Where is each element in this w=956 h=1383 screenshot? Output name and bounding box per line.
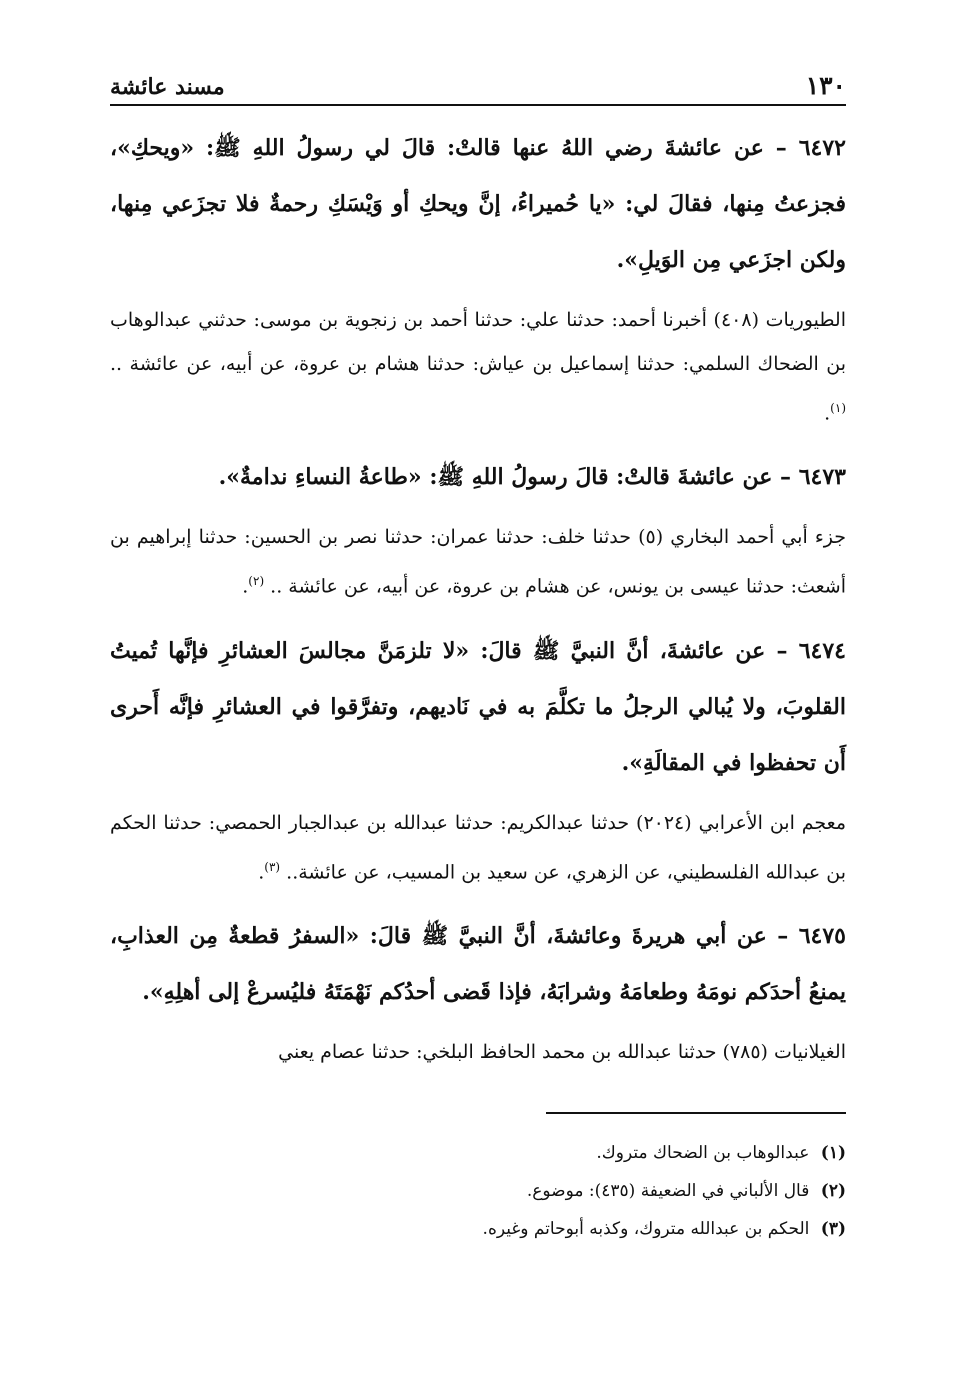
footnote-item: [110, 1210, 846, 1248]
hadith-source: [110, 1030, 846, 1074]
hadith-text: – عن عائشةَ رضي اللهُ عنها قالتْ: قالَ لي رسولُ اللهِ ﷺ: «ويحكِ»، فجزعتُ مِنها، فقالَ لي: «يا حُميراءُ، إنَّ ويحكِ أو وَيْسَكِ رحمةٌ فلا تجزَعي مِنها، ولكن اجزَعي مِن الوَيلِ».: [110, 135, 846, 273]
source-text: معجم ابن الأعرابي (٢٠٢٤) حدثنا عبدالكريم: حدثنا عبدالله بن عبدالجبار الحمصي: حدثنا الحكم بن عبدالله الفلسطيني، عن الزهري، عن سعيد بن المسيب، عن عائشة..: [110, 811, 846, 883]
footnote-ref: (٢): [248, 574, 265, 589]
hadith-entry: [110, 908, 846, 1020]
footnote-ref: (٣): [264, 859, 281, 874]
footnote-item: [110, 1172, 846, 1210]
hadith-text: – عن عائشةَ، أنَّ النبيَّ ﷺ قالَ: «لا تلزمَنَّ مجالسَ العشائرِ فإنَّها تُميتُ القلوبَ، ولا يُبالي الرجلُ ما تكلَّمَ به في نَاديهم، وتفرَّقوا في العشائرِ فإنَّه أَحرى أَن تحفظوا في المقالَةِ».: [110, 637, 846, 776]
footnote-text: عبدالوهاب بن الضحاك متروك.: [596, 1143, 810, 1163]
hadith-number: ٦٤٧٣: [798, 464, 846, 491]
footnote-text: الحكم بن عبدالله متروك، وكذبه أبوحاتم وغيره.: [482, 1219, 810, 1239]
hadith-entry: [110, 623, 846, 791]
source-text: الغيلانيات (٧٨٥) حدثنا عبدالله بن محمد الحافظ البلخي: حدثنا عصام يعني: [278, 1040, 846, 1063]
footnote-divider: [546, 1112, 846, 1114]
footnote-mark: (٢): [820, 1181, 846, 1201]
main-content: [110, 120, 846, 1074]
page-number: ١٣٠: [805, 71, 846, 100]
book-title: مسند عائشة: [110, 74, 225, 100]
footnote-ref: (١): [830, 401, 846, 415]
hadith-source: جزء أبي أحمد البخاري (٥) حدثنا خلف: حدثنا عمران: حدثنا نصر بن الحسين: حدثنا إبراهيم بن أشعث: حدثنا عيسى بن يونس، عن هشام بن عروة، عن أبيه، عن عائشة .. $^{(٢)}$.: [110, 526, 846, 598]
footnote-mark: (٣): [820, 1219, 846, 1239]
source-text: جزء أبي أحمد البخاري (٥) حدثنا خلف: حدثنا عمران: حدثنا نصر بن الحسين: حدثنا إبراهيم بن أشعث: حدثنا عيسى بن يونس، عن هشام بن عروة، عن أبيه، عن عائشة ..: [110, 526, 846, 598]
source-text: الطيوريات (٤٠٨) أخبرنا أحمد: حدثنا علي: حدثنا أحمد بن زنجوية بن موسى: حدثني عبدالوهاب بن الضحاك السلمي: حدثنا إسماعيل بن عياش: حدثنا هشام بن عروة، عن أبيه، عن عائشة ..: [110, 309, 846, 375]
hadith-text: – عن أبي هريرةَ وعائشةَ، أنَّ النبيَّ ﷺ قالَ: «السفرُ قطعةٌ مِن العذابِ، يمنعُ أحدَكم نومَهُ وطعامَهُ وشرابَهُ، فإذا قَضى أحدُكم نَهْمَتَهُ فليُسرعْ إلى أهلِهِ».: [110, 922, 846, 1005]
footnote-item: [110, 1134, 846, 1172]
hadith-entry: [110, 449, 846, 505]
footnote-text: قال الألباني في الضعيفة (٤٣٥): موضوع.: [526, 1181, 810, 1201]
page-header: [110, 62, 846, 106]
footnote-mark: (١): [820, 1143, 846, 1163]
hadith-number: ٦٤٧٢: [798, 135, 846, 161]
hadith-text: – عن عائشةَ قالتْ: قالَ رسولُ اللهِ ﷺ: «طاعةُ النساءِ ندامةٌ».: [218, 464, 792, 491]
hadith-number: ٦٤٧٤: [798, 637, 846, 664]
hadith-source: الطيوريات (٤٠٨) أخبرنا أحمد: حدثنا علي: حدثنا أحمد بن زنجوية بن موسى: حدثني عبدالوهاب بن الضحاك السلمي: حدثنا إسماعيل بن عياش: حدثنا هشام بن عروة، عن أبيه، عن عائشة .. $^{(١)}$.: [110, 309, 846, 425]
hadith-source: معجم ابن الأعرابي (٢٠٢٤) حدثنا عبدالكريم: حدثنا عبدالله بن عبدالجبار الحمصي: حدثنا الحكم بن عبدالله الفلسطيني، عن الزهري، عن سعيد بن المسيب، عن عائشة.. $^{(٣)}$.: [110, 811, 846, 883]
hadith-entry: [110, 120, 846, 288]
hadith-number: ٦٤٧٥: [798, 922, 846, 949]
footnotes: [110, 1134, 846, 1248]
